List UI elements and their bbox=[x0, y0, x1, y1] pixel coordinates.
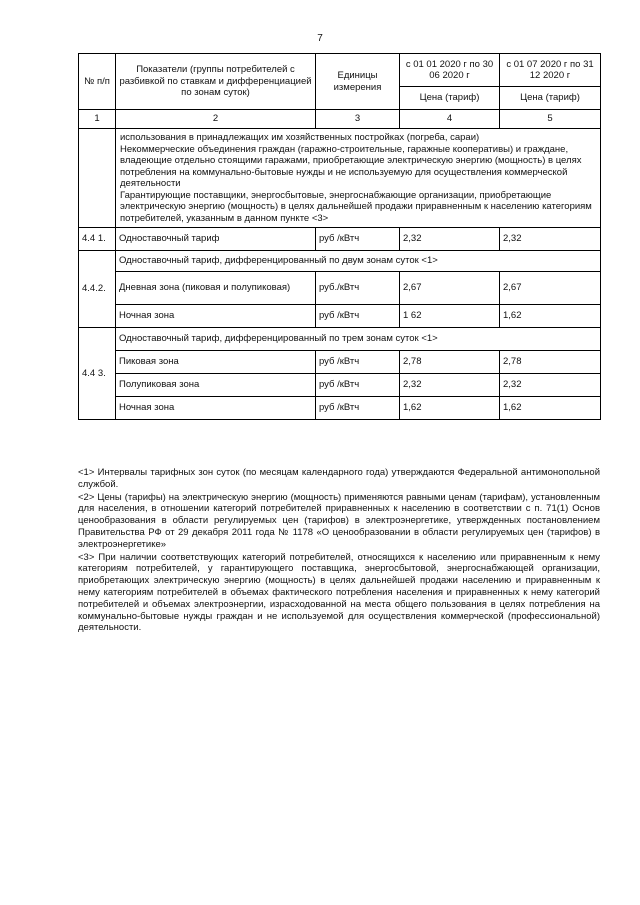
column-number-row bbox=[79, 110, 601, 129]
header-indicators: Показатели (группы потребителей с разбивкой по ставкам и дифференциацией по зонам суток) bbox=[116, 54, 316, 110]
header-num: № п/п bbox=[79, 54, 116, 110]
footnote-2: <2> Цены (тарифы) на электрическую энергию (мощность) применяются равными ценам (тарифам), установленным для населения, в отношении категорий потребителей приравненных к населению в соответствии с п. 71(1) Основ ценообразования в области регулируемых цен (тарифов) в электроэнергетике, утвержденных постановлением Правительства РФ от 29 декабря 2011 года № 1178 «О ценообразовании в области регулируемых цен (тарифов) в электроэнергетике» bbox=[78, 491, 600, 550]
row-price-2: 2,78 bbox=[500, 351, 601, 374]
col-number: 4 bbox=[400, 110, 500, 129]
header-period-2: с 01 07 2020 г по 31 12 2020 г bbox=[500, 54, 601, 87]
row-unit: руб /кВтч bbox=[316, 228, 400, 251]
table-row bbox=[79, 374, 601, 397]
description-num-cell bbox=[79, 129, 116, 228]
col-number: 3 bbox=[316, 110, 400, 129]
table-row bbox=[79, 228, 601, 251]
row-num: 4.4 3. bbox=[79, 328, 116, 420]
col-number: 5 bbox=[500, 110, 601, 129]
row-unit: руб./кВтч bbox=[316, 272, 400, 305]
table-row bbox=[79, 251, 601, 272]
row-price-1: 2,67 bbox=[400, 272, 500, 305]
description-line: Гарантирующие поставщики, энергосбытовые, энергоснабжающие организации, приобретающие электрическую энергию (мощность) в целях дальнейшей продажи приравненным к населению категориям потребителей, указанным в данном пункте <3> bbox=[120, 189, 592, 224]
row-price-2: 1,62 bbox=[500, 305, 601, 328]
row-name: Полупиковая зона bbox=[116, 374, 316, 397]
table-row bbox=[79, 397, 601, 420]
row-price-2: 2,32 bbox=[500, 374, 601, 397]
header-price-1: Цена (тариф) bbox=[400, 87, 500, 110]
col-number: 2 bbox=[116, 110, 316, 129]
row-unit: руб /кВтч bbox=[316, 305, 400, 328]
row-num: 4.4 1. bbox=[79, 228, 116, 251]
footnote-3: <3> При наличии соответствующих категорий потребителей, относящихся к населению или приравненным к нему категориям потребителей, у гарантирующего поставщика, энергосбытовой, энергоснабжающей организации, приобретающих электрическую энергию (мощность) в целях дальнейшей продажи населению и приравненным к нему категориям потребителей в объемах фактического потребления населения и приравненных к нему категорий потребителей и объемах электроэнергии, израсходованной на места общего пользования в целях потребления на коммунально-бытовые нужды граждан и не используемой для осуществления коммерческой (профессиональной) деятельности. bbox=[78, 551, 600, 634]
row-price-2: 2,32 bbox=[500, 228, 601, 251]
row-price-1: 1,62 bbox=[400, 397, 500, 420]
row-price-1: 1 62 bbox=[400, 305, 500, 328]
row-name: Одноставочный тариф bbox=[116, 228, 316, 251]
row-name: Ночная зона bbox=[116, 305, 316, 328]
col-number: 1 bbox=[79, 110, 116, 129]
page-number: 7 bbox=[317, 33, 323, 44]
row-price-1: 2,78 bbox=[400, 351, 500, 374]
table-row bbox=[79, 328, 601, 351]
row-price-1: 2,32 bbox=[400, 228, 500, 251]
header-price-2: Цена (тариф) bbox=[500, 87, 601, 110]
description-row bbox=[79, 129, 601, 228]
row-price-1: 2,32 bbox=[400, 374, 500, 397]
footnote-1: <1> Интервалы тарифных зон суток (по месяцам календарного года) утверждаются Федеральной антимонопольной службой. bbox=[78, 467, 600, 490]
table-row bbox=[79, 272, 601, 305]
table-header-row bbox=[79, 54, 601, 87]
row-price-2: 1,62 bbox=[500, 397, 601, 420]
footnotes bbox=[78, 467, 600, 635]
row-section-title: Одноставочный тариф, дифференцированный по трем зонам суток <1> bbox=[116, 328, 601, 351]
header-units: Единицы измерения bbox=[316, 54, 400, 110]
row-unit: руб /кВтч bbox=[316, 397, 400, 420]
row-num: 4.4.2. bbox=[79, 251, 116, 328]
row-section-title: Одноставочный тариф, дифференцированный по двум зонам суток <1> bbox=[116, 251, 601, 272]
description-line: использования в принадлежащих им хозяйственных постройках (погреба, сараи) bbox=[120, 132, 480, 143]
tariff-table bbox=[78, 53, 601, 420]
table-row bbox=[79, 305, 601, 328]
row-name: Дневная зона (пиковая и полупиковая) bbox=[116, 272, 316, 305]
table-row bbox=[79, 351, 601, 374]
description-cell bbox=[116, 129, 601, 228]
row-unit: руб /кВтч bbox=[316, 351, 400, 374]
row-unit: руб /кВтч bbox=[316, 374, 400, 397]
description-line: Некоммерческие объединения граждан (гаражно-строительные, гаражные кооперативы) и граждане, владеющие отдельно стоящими гаражами, приобретающие электрическую энергию (мощность) в целях потребления на коммунально-бытовые нужды и не используемую для осуществления коммерческой деятельности bbox=[120, 143, 582, 189]
row-price-2: 2,67 bbox=[500, 272, 601, 305]
header-period-1: с 01 01 2020 г по 30 06 2020 г bbox=[400, 54, 500, 87]
row-name: Пиковая зона bbox=[116, 351, 316, 374]
row-name: Ночная зона bbox=[116, 397, 316, 420]
